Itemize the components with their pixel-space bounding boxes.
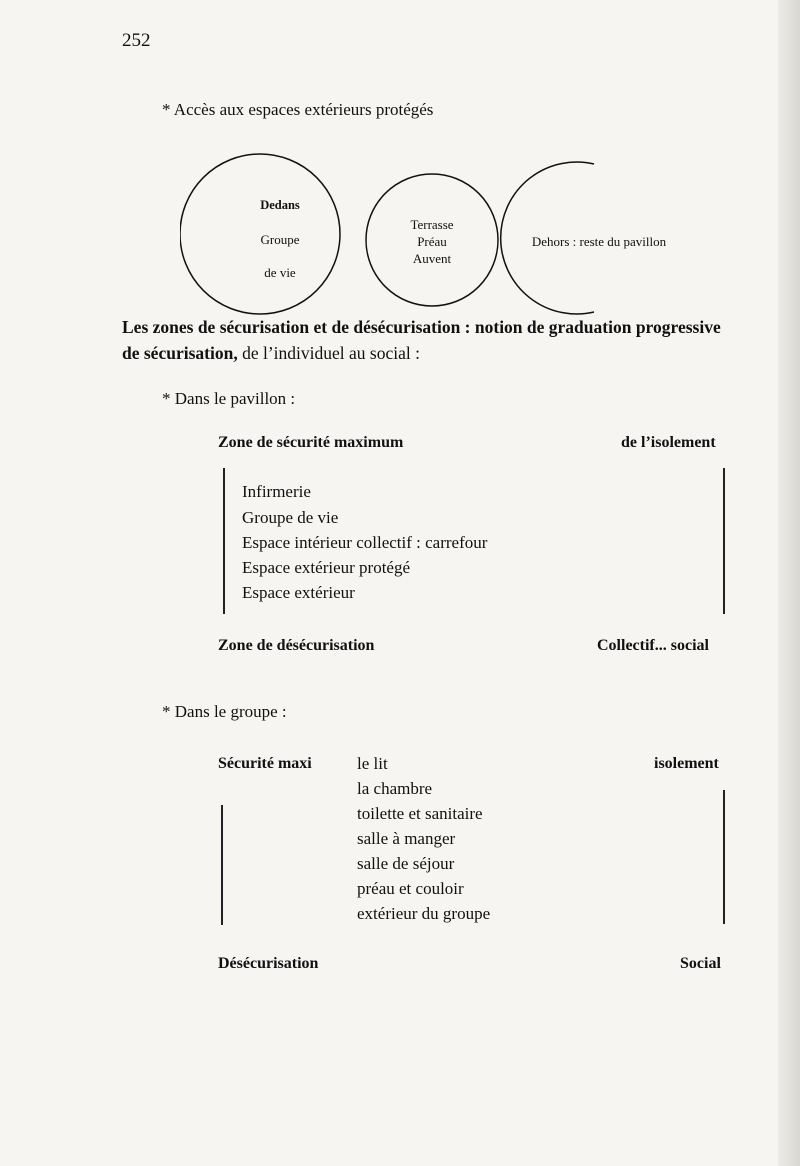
group-item: extérieur du groupe	[357, 904, 491, 923]
security-zones-diagram	[180, 150, 740, 320]
group-right-scale-line	[723, 790, 725, 924]
diagram-label-outside: Dehors : reste du pavillon	[531, 234, 667, 249]
diagram-label-terrace: Terrasse	[410, 217, 454, 232]
group-heading: * Dans le groupe :	[162, 702, 287, 721]
page-number: 252	[122, 30, 151, 51]
zones-heading-bold: Les zones de sécurisation et de désécurisation : notion de graduation progressive de sécurisation,	[122, 317, 721, 363]
pavilion-left-scale-line	[223, 468, 225, 614]
pavilion-item: Espace extérieur	[242, 583, 355, 602]
group-top-right-label: isolement	[654, 755, 719, 772]
group-item: le lit	[357, 754, 388, 773]
diagram-label-of-life: de vie	[264, 265, 296, 280]
pavilion-bottom-right-label: Collectif... social	[597, 637, 709, 654]
exterior-access-heading: * Accès aux espaces extérieurs protégés	[162, 100, 434, 119]
group-item: préau et couloir	[357, 879, 464, 898]
pavilion-top-left-label: Zone de sécurité maximum	[218, 434, 404, 451]
group-item: la chambre	[357, 779, 433, 798]
group-top-left-label: Sécurité maxi	[218, 755, 312, 772]
pavilion-item: Infirmerie	[242, 482, 311, 501]
pavilion-item: Groupe de vie	[242, 508, 339, 527]
pavilion-bottom-left-label: Zone de désécurisation	[218, 637, 375, 654]
pavilion-item: Espace extérieur protégé	[242, 558, 411, 577]
pavilion-top-right-label: de l’isolement	[621, 434, 716, 451]
diagram-label-preau: Préau	[417, 234, 447, 249]
diagram-label-inside: Dedans	[260, 198, 300, 212]
group-item: toilette et sanitaire	[357, 804, 483, 823]
zones-heading-normal: de l’individuel au social :	[237, 343, 420, 363]
group-item: salle à manger	[357, 829, 456, 848]
pavilion-heading: * Dans le pavillon :	[162, 389, 296, 408]
group-bottom-left-label: Désécurisation	[218, 955, 319, 972]
pavilion-item: Espace intérieur collectif : carrefour	[242, 533, 488, 552]
zones-heading	[122, 314, 742, 366]
group-left-scale-line	[221, 805, 223, 925]
group-item: salle de séjour	[357, 854, 455, 873]
group-bottom-right-label: Social	[680, 955, 721, 972]
diagram-label-group: Groupe	[260, 232, 300, 247]
diagram-label-auvent: Auvent	[412, 251, 452, 266]
page-edge-shadow	[778, 0, 800, 1166]
pavilion-right-scale-line	[723, 468, 725, 614]
